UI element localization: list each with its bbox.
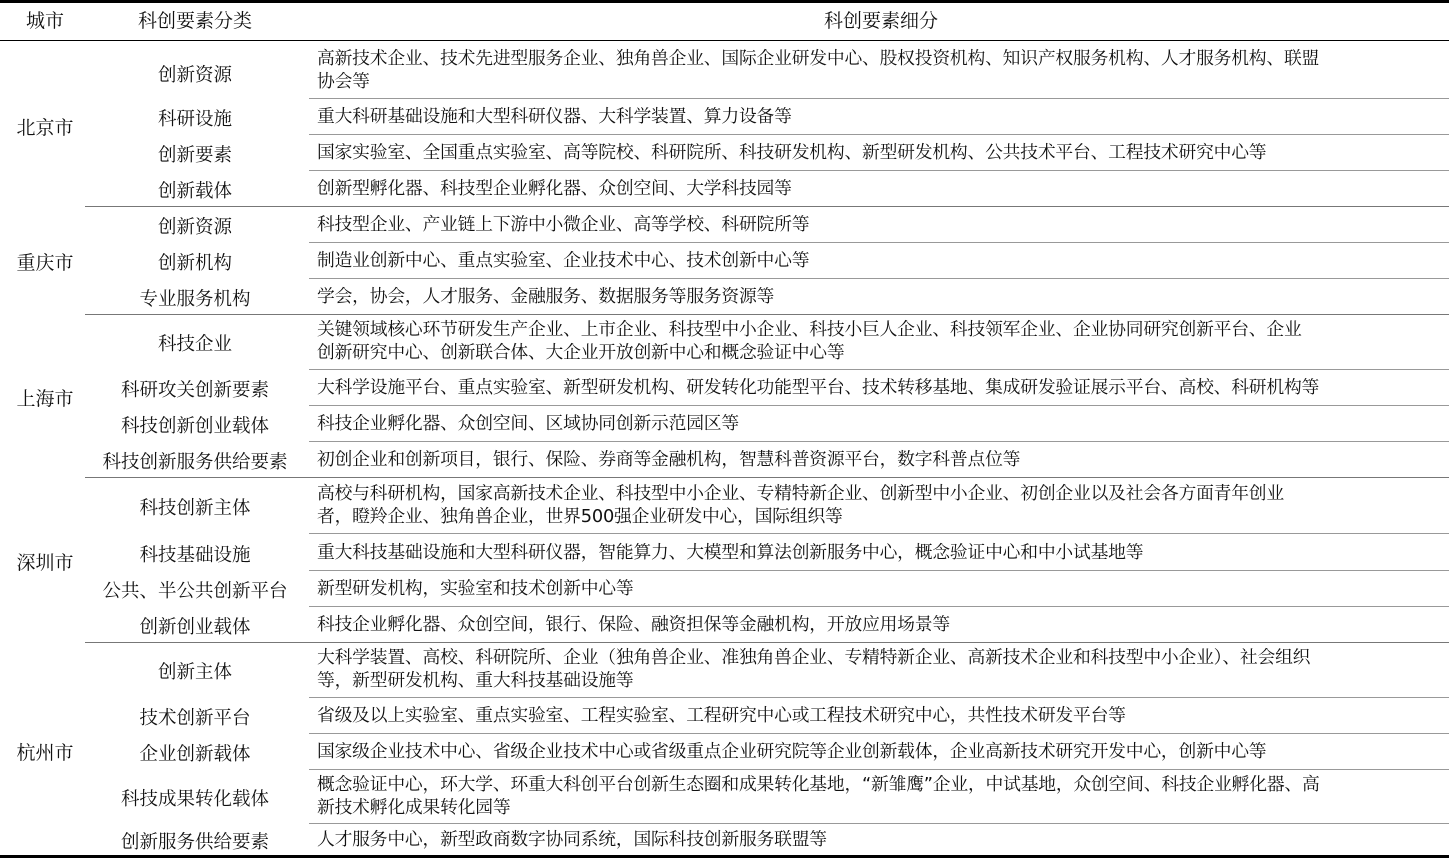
row-divider: [309, 697, 1449, 698]
row-divider: [309, 278, 1449, 279]
detail-line: 学会，协会，人才服务、金融服务、数据服务等服务资源等: [317, 286, 775, 307]
detail-line: 等，新型研发机构、重大科技基础设施等: [317, 670, 634, 691]
detail-line: 国家实验室、全国重点实验室、高等院校、科研院所、科技研发机构、新型研发机构、公共技术平台、工程技术研究中心等: [317, 142, 1267, 163]
detail-line: 高校与科研机构，国家高新技术企业、科技型中小企业、专精特新企业、创新型中小企业、初创企业以及社会各方面青年创业: [317, 483, 1284, 504]
detail-line: 概念验证中心，环大学、环重大科创平台创新生态圈和成果转化基地，“新雏鹰”企业，中试基地，众创空间、科技企业孵化器、高: [317, 774, 1320, 795]
detail-line: 者，瞪羚企业、独角兽企业，世界500强企业研发中心，国际组织等: [317, 506, 843, 527]
detail-cell: [317, 448, 1445, 471]
detail-line: 高新技术企业、技术先进型服务企业、独角兽企业、国际企业研发中心、股权投资机构、知识产权服务机构、人才服务机构、联盟: [317, 48, 1320, 69]
detail-cell: [317, 613, 1445, 636]
detail-line: 省级及以上实验室、重点实验室、工程实验室、工程研究中心或工程技术研究中心，共性技术研发平台等: [317, 705, 1126, 726]
detail-cell: [317, 646, 1445, 692]
detail-cell: [317, 412, 1445, 435]
detail-line: 大科学装置、高校、科研院所、企业（独角兽企业、准独角兽企业、专精特新企业、高新技术企业和科技型中小企业）、社会组织: [317, 647, 1311, 668]
header-category: 科创要素分类: [137, 10, 252, 32]
detail-cell: [317, 482, 1445, 528]
detail-line: 初创企业和创新项目，银行、保险、券商等金融机构，智慧科普资源平台，数字科普点位等: [317, 449, 1021, 470]
row-divider: [309, 606, 1449, 607]
row-divider: [309, 733, 1449, 734]
city-shenzhen: 深圳市: [16, 552, 74, 574]
category-cell: 科技成果转化载体: [120, 789, 269, 810]
row-divider: [309, 405, 1449, 406]
detail-line: 创新研究中心、创新联合体、大企业开放创新中心和概念验证中心等: [317, 342, 845, 363]
detail-cell: [317, 249, 1445, 272]
detail-line: 协会等: [317, 71, 370, 92]
detail-cell: [317, 177, 1445, 200]
detail-line: 制造业创新中心、重点实验室、企业技术中心、技术创新中心等: [317, 250, 810, 271]
row-divider: [309, 170, 1449, 171]
city-hangzhou: 杭州市: [16, 742, 74, 764]
detail-cell: [317, 577, 1445, 600]
detail-line: 大科学设施平台、重点实验室、新型研发机构、研发转化功能型平台、技术转移基地、集成研发验证展示平台、高校、科研机构等: [317, 377, 1320, 398]
detail-cell: [317, 740, 1445, 763]
row-divider: [309, 441, 1449, 442]
category-cell: 科研攻关创新要素: [120, 380, 269, 401]
category-cell: 科技创新主体: [139, 498, 251, 519]
header-city: 城市: [25, 10, 64, 32]
category-cell: 创新机构: [157, 253, 232, 274]
city-beijing: 北京市: [16, 117, 74, 139]
detail-line: 科技企业孵化器、众创空间，银行、保险、融资担保等金融机构，开放应用场景等: [317, 614, 950, 635]
detail-cell: [317, 285, 1445, 308]
category-cell: 创新创业载体: [139, 617, 251, 638]
detail-cell: [317, 47, 1445, 93]
detail-cell: [317, 828, 1445, 851]
category-cell: 公共、半公共创新平台: [102, 581, 288, 602]
detail-line: 国家级企业技术中心、省级企业技术中心或省级重点企业研究院等企业创新载体，企业高新技术研究开发中心，创新中心等: [317, 741, 1267, 762]
detail-cell: [317, 773, 1445, 819]
detail-cell: [317, 105, 1445, 128]
detail-line: 人才服务中心，新型政商数字协同系统，国际科技创新服务联盟等: [317, 829, 827, 850]
category-cell: 专业服务机构: [139, 289, 251, 310]
detail-cell: [317, 141, 1445, 164]
header-rule: [0, 40, 1449, 41]
detail-line: 新型研发机构，实验室和技术创新中心等: [317, 578, 634, 599]
city-divider: [85, 477, 1449, 478]
city-divider: [85, 314, 1449, 315]
row-divider: [309, 570, 1449, 571]
row-divider: [309, 98, 1449, 99]
detail-cell: [317, 318, 1445, 364]
row-divider: [309, 369, 1449, 370]
city-divider: [85, 642, 1449, 643]
detail-line: 科技企业孵化器、众创空间、区域协同创新示范园区等: [317, 413, 739, 434]
category-cell: 企业创新载体: [139, 744, 251, 765]
row-divider: [309, 134, 1449, 135]
category-cell: 创新服务供给要素: [120, 832, 269, 853]
detail-line: 关键领域核心环节研发生产企业、上市企业、科技型中小企业、科技小巨人企业、科技领军企业、企业协同研究创新平台、企业: [317, 319, 1302, 340]
row-divider: [309, 533, 1449, 534]
category-cell: 科研设施: [157, 109, 232, 130]
category-cell: 创新载体: [157, 181, 232, 202]
category-cell: 创新资源: [157, 217, 232, 238]
category-cell: 科技创新创业载体: [120, 416, 269, 437]
row-divider: [309, 823, 1449, 824]
header-detail: 科创要素细分: [823, 10, 938, 32]
category-cell: 创新资源: [157, 65, 232, 86]
detail-cell: [317, 541, 1445, 564]
category-cell: 创新要素: [157, 145, 232, 166]
row-divider: [309, 769, 1449, 770]
category-cell: 创新主体: [157, 662, 232, 683]
detail-line: 重大科研基础设施和大型科研仪器、大科学装置、算力设备等: [317, 106, 792, 127]
detail-cell: [317, 704, 1445, 727]
row-divider: [309, 242, 1449, 243]
city-shanghai: 上海市: [16, 388, 74, 410]
city-chongqing: 重庆市: [16, 252, 74, 274]
category-cell: 技术创新平台: [139, 708, 251, 729]
detail-line: 重大科技基础设施和大型科研仪器，智能算力、大模型和算法创新服务中心，概念验证中心和中小试基地等: [317, 542, 1144, 563]
detail-line: 新技术孵化成果转化园等: [317, 797, 511, 818]
category-cell: 科技企业: [157, 334, 232, 355]
detail-cell: [317, 213, 1445, 236]
detail-line: 科技型企业、产业链上下游中小微企业、高等学校、科研院所等: [317, 214, 810, 235]
detail-line: 创新型孵化器、科技型企业孵化器、众创空间、大学科技园等: [317, 178, 792, 199]
category-cell: 科技基础设施: [139, 545, 251, 566]
category-cell: 科技创新服务供给要素: [102, 452, 288, 473]
city-divider: [85, 206, 1449, 207]
detail-cell: [317, 376, 1445, 399]
